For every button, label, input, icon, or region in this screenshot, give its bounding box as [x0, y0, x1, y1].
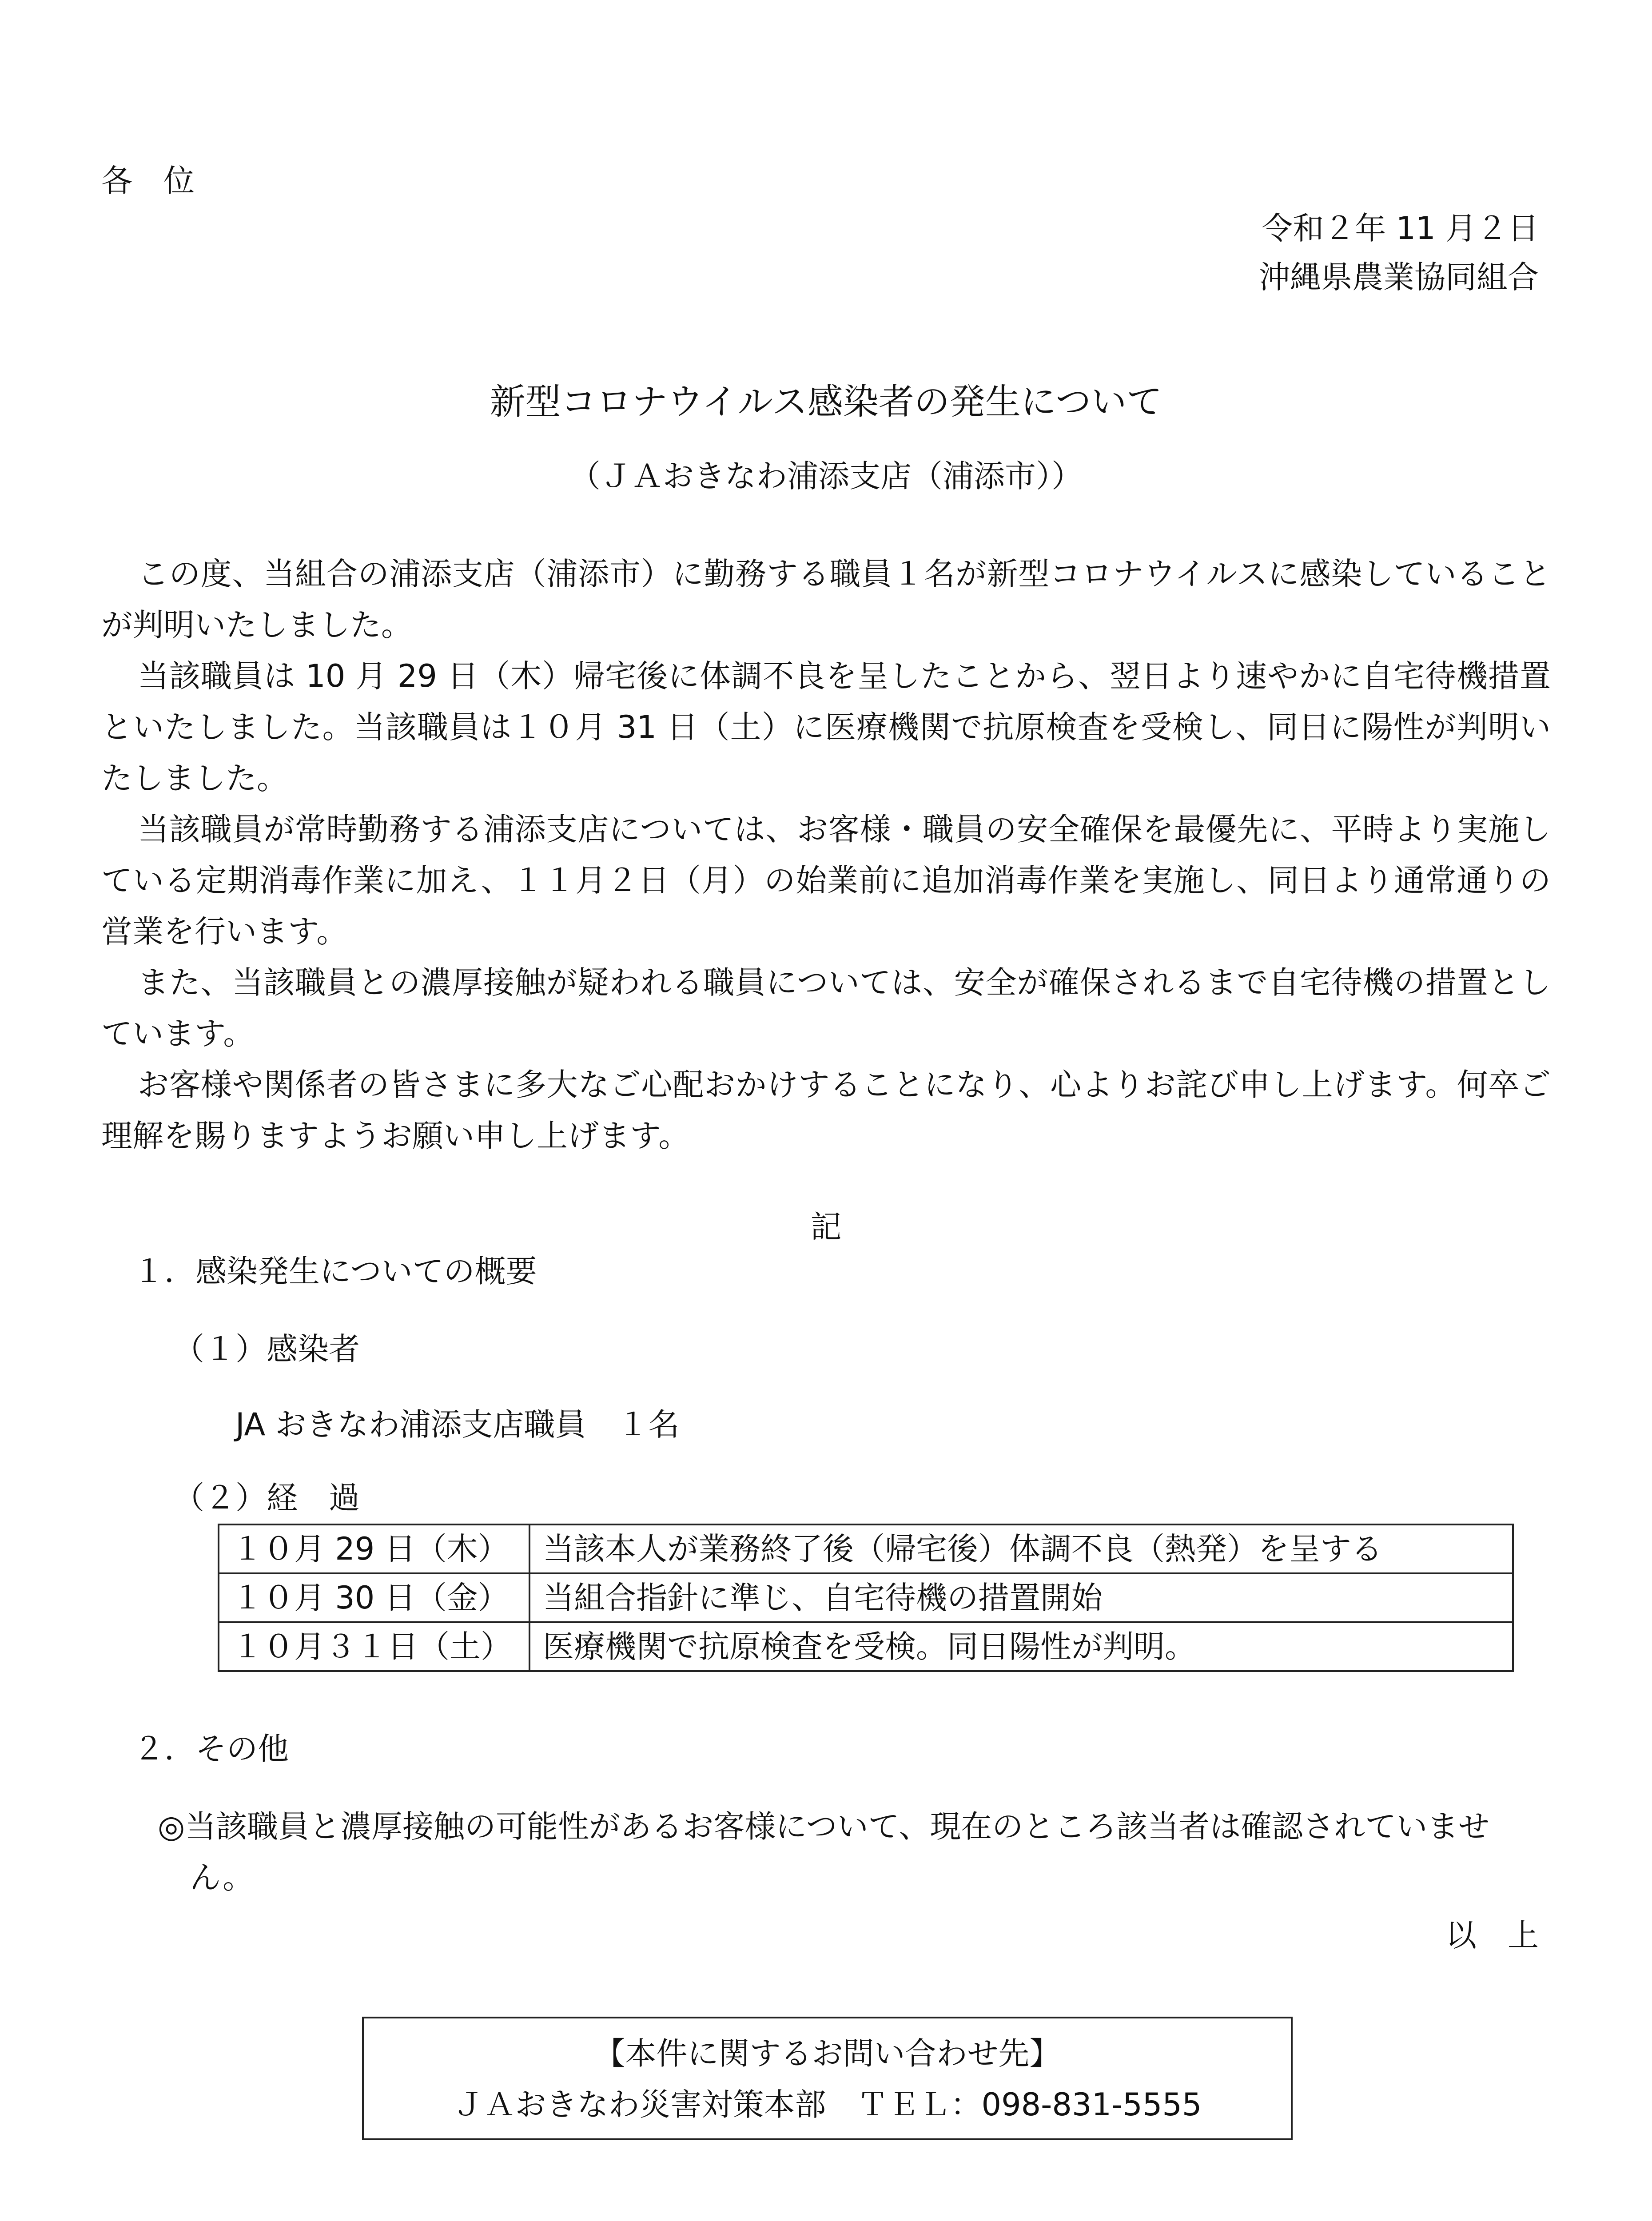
section1-sub1-heading: （１）感染者 [173, 1331, 360, 1367]
timeline-table [218, 1524, 1514, 1672]
ki-marker: 記 [810, 1209, 842, 1245]
body-paragraph: 当該職員が常時勤務する浦添支店については、お客様・職員の安全確保を最優先に、平時より実施している定期消毒作業に加え、１１月２日（月）の始業前に追加消毒作業を実施し、同日より通常通りの営業を行います。 [101, 811, 1551, 950]
timeline-date: １０月 29 日（木） [219, 1524, 529, 1573]
document-subtitle: （ＪＡおきなわ浦添支店（浦添市）） [569, 458, 1083, 494]
table-row [219, 1524, 1513, 1573]
recipient: 各 位 [101, 163, 195, 199]
body-paragraph: また、当該職員との濃厚接触が疑われる職員については、安全が確保されるまで自宅待機の措置としています。 [101, 964, 1551, 1052]
timeline-date: １０月 30 日（金） [219, 1573, 529, 1622]
section1-sub2-heading: （２）経 過 [173, 1480, 360, 1516]
section1-sub1-text: JA おきなわ浦添支店職員 １名 [235, 1406, 680, 1443]
issue-date: 令和２年 11 月２日 [1262, 210, 1539, 247]
body-paragraph: 当該職員は 10 月 29 日（木）帰宅後に体調不良を呈したことから、翌日より速やかに自宅待機措置といたしました。当該職員は１０月 31 日（土）に医療機関で抗原検査を受検し、同日に陽性が判明いたしました。 [101, 658, 1551, 796]
body-paragraph: この度、当組合の浦添支店（浦添市）に勤務する職員１名が新型コロナウイルスに感染していることが判明いたしました。 [101, 556, 1551, 643]
contact-label: 【本件に関するお問い合わせ先】 [594, 2035, 1061, 2072]
section2-note: ◎当該職員と濃厚接触の可能性があるお客様について、現在のところ該当者は確認されていません。 [158, 1808, 1490, 1896]
table-row [219, 1573, 1513, 1622]
body-text [101, 549, 1551, 1162]
document-title: 新型コロナウイルス感染者の発生について [490, 381, 1162, 422]
body-paragraph: お客様や関係者の皆さまに多大なご心配おかけすることになり、心よりお詫び申し上げます。何卒ご理解を賜りますようお願い申し上げます。 [101, 1067, 1551, 1154]
contact-box [362, 2017, 1293, 2140]
section1-heading: １．感染発生についての概要 [133, 1253, 537, 1290]
timeline-date: １０月３１日（土） [219, 1622, 529, 1671]
section2-heading: ２．その他 [133, 1731, 289, 1767]
issuer-name: 沖縄県農業協同組合 [1259, 259, 1539, 295]
table-row [219, 1622, 1513, 1671]
timeline-event: 当該本人が業務終了後（帰宅後）体調不良（熱発）を呈する [529, 1524, 1513, 1573]
closing-mark: 以 上 [1445, 1917, 1539, 1954]
timeline-event: 当組合指針に準じ、自宅待機の措置開始 [529, 1573, 1513, 1622]
contact-line: ＪＡおきなわ災害対策本部 ＴＥＬ：098-831-5555 [453, 2086, 1202, 2123]
timeline-event: 医療機関で抗原検査を受検。同日陽性が判明。 [529, 1622, 1513, 1671]
